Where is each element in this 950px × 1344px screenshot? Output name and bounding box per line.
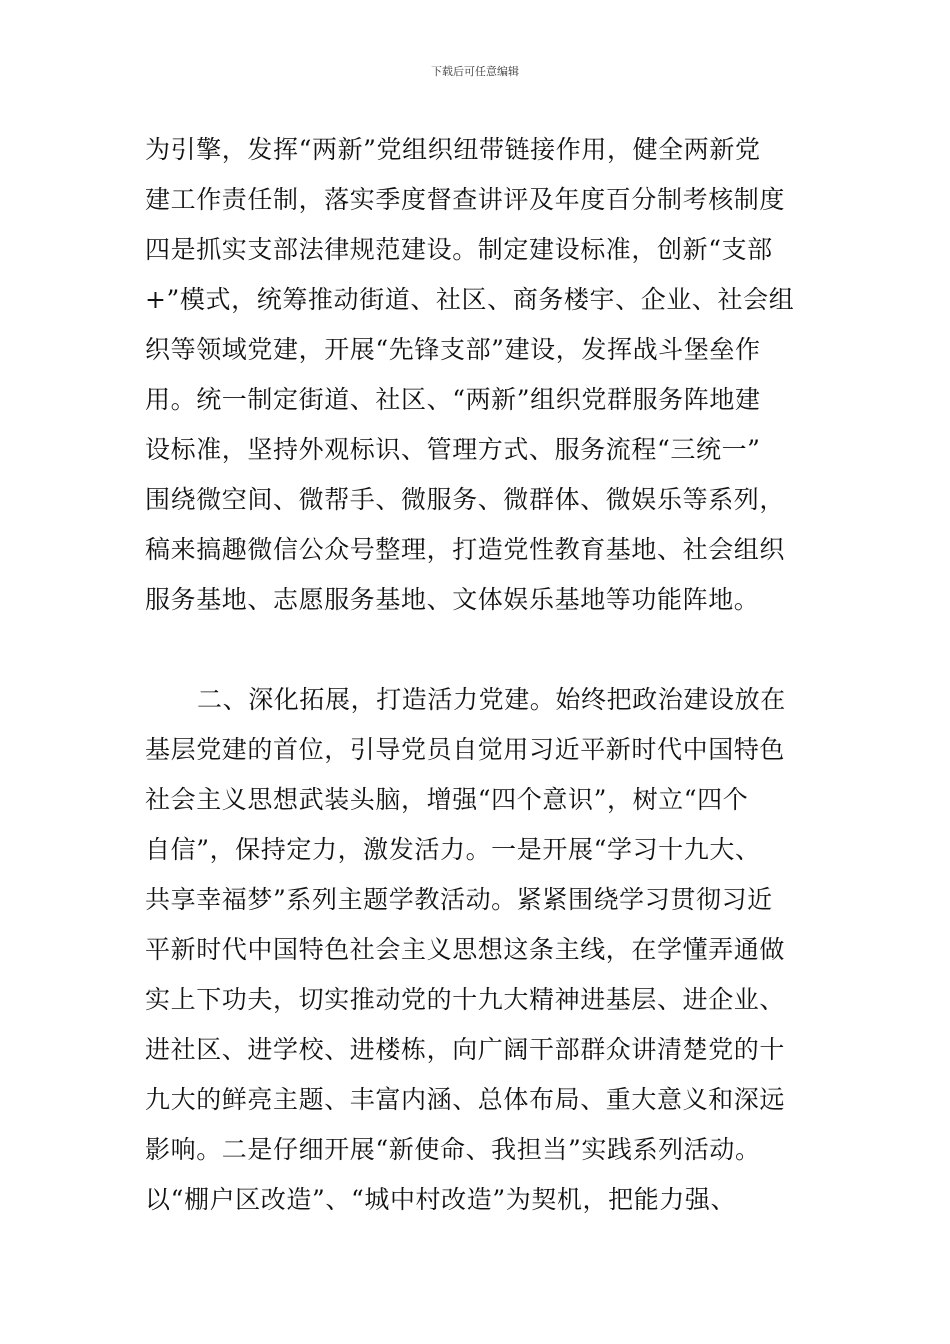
text-line: 建工作责任制，落实季度督查讲评及年度百分制考核制度 (145, 185, 786, 214)
paragraph-spacer (145, 625, 807, 675)
text-line: 进社区、进学校、进楼栋，向广阔干部群众讲清楚党的十 (145, 1035, 786, 1064)
text-line: 自信”，保持定力，激发活力。一是开展“学习十九大、 (145, 835, 761, 864)
page-header: 下载后可任意编辑 (431, 65, 519, 78)
paragraph-2 (145, 675, 807, 1225)
text-line: 稿来搞趣微信公众号整理，打造党性教育基地、社会组织 (145, 535, 786, 564)
text-line: 织等领域党建，开展“先锋支部”建设，发挥战斗堡垒作 (145, 335, 761, 364)
text-line-first: 二、深化拓展，打造活力党建。始终把政治建设放在 (197, 685, 786, 714)
text-line: 设标准，坚持外观标识、管理方式、服务流程“三统一” (145, 435, 761, 464)
paragraph-1 (145, 125, 807, 625)
text-line: 平新时代中国特色社会主义思想这条主线，在学懂弄通做 (145, 935, 786, 964)
text-line: 影响。二是仔细开展“新使命、我担当”实践系列活动。 (145, 1135, 761, 1164)
text-line: 实上下功夫，切实推动党的十九大精神进基层、进企业、 (145, 985, 786, 1014)
text-line: 为引擎，发挥“两新”党组织纽带链接作用，健全两新党 (145, 135, 761, 164)
text-line: 四是抓实支部法律规范建设。制定建设标准，创新“支部 (145, 235, 773, 264)
text-line: 围绕微空间、微帮手、微服务、微群体、微娱乐等系列， (145, 485, 786, 514)
text-line: 社会主义思想武装头脑，增强“四个意识”，树立“四个 (145, 785, 749, 814)
text-line: +”模式，统筹推动街道、社区、商务楼宇、企业、社会组 (145, 285, 795, 314)
text-line: 基层党建的首位，引导党员自觉用习近平新时代中国特色 (145, 735, 786, 764)
text-line: 用。统一制定街道、社区、“两新”组织党群服务阵地建 (145, 385, 761, 414)
text-line: 共享幸福梦”系列主题学教活动。紧紧围绕学习贯彻习近 (145, 885, 773, 914)
document-body (145, 125, 807, 1225)
text-line: 九大的鲜亮主题、丰富内涵、总体布局、重大意义和深远 (145, 1085, 786, 1114)
text-line: 以“棚户区改造”、“城中村改造”为契机，把能力强、 (145, 1185, 737, 1214)
text-line: 服务基地、志愿服务基地、文体娱乐基地等功能阵地。 (145, 585, 760, 614)
